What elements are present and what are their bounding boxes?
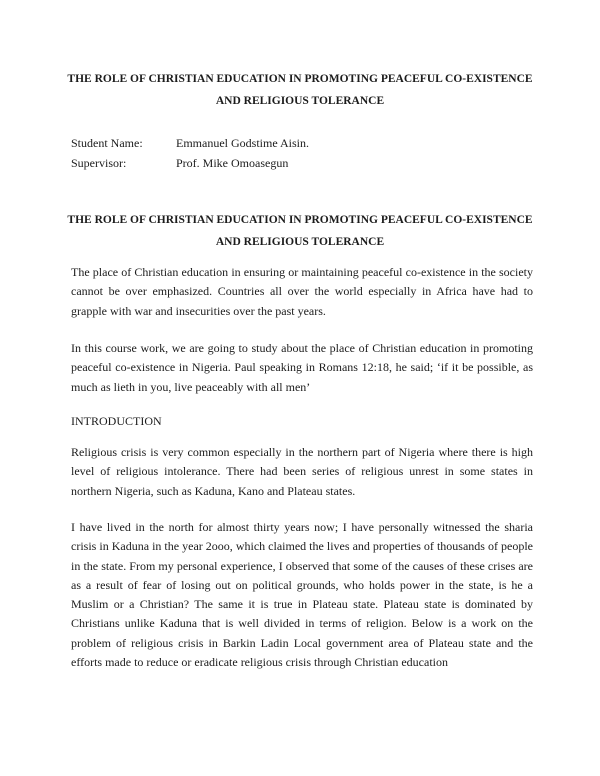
introduction-heading: INTRODUCTION: [71, 414, 162, 428]
student-name-row: [71, 135, 309, 151]
student-name-value: Emmanuel Godstime Aisin.: [176, 136, 309, 150]
supervisor-row: [71, 155, 288, 171]
supervisor-value: Prof. Mike Omoasegun: [176, 156, 289, 170]
supervisor-label: Supervisor:: [71, 156, 127, 170]
body-paragraph: The place of Christian education in ensuring or maintaining peaceful co-existence in the society cannot be over emphasized. Countries all over the world especially in Africa have had to grapple with war and insecurities over the past years.: [71, 265, 533, 318]
intro-paragraph: Religious crisis is very common especially in the northern part of Nigeria where there is high level of religious intolerance. There had been series of religious unrest in some states in northern Nigeria, such as Kaduna, Kano and Plateau states.: [71, 445, 533, 498]
body-paragraph: In this course work, we are going to study about the place of Christian education in promoting peaceful co-existence in Nigeria. Paul speaking in Romans 12:18, he said; ‘if it be possible, as much as lieth in you, live peaceably with all men’: [71, 341, 533, 394]
section-title: THE ROLE OF CHRISTIAN EDUCATION IN PROMOTING PEACEFUL CO-EXISTENCE AND RELIGIOUS TOLERANCE: [67, 214, 533, 248]
intro-paragraph: I have lived in the north for almost thirty years now; I have personally witnessed the sharia crisis in Kaduna in the year 2ooo, which claimed the lives and properties of thousands of people in the state. From my personal experience, I observed that some of the causes of these crises are as a result of fear of losing out on political grounds, who holds power in the state, is he a Muslim or a Christian? The same it is true in Plateau state. Plateau state is dominated by Christians unlike Kaduna that is well divided in terms of religion. Below is a work on the problem of religious crisis in Barkin Ladin Local government area of Plateau state and the efforts made to reduce or eradicate religious crisis through Christian education: [71, 520, 533, 670]
document-title: THE ROLE OF CHRISTIAN EDUCATION IN PROMOTING PEACEFUL CO-EXISTENCE AND RELIGIOUS TOLERANCE: [67, 73, 533, 107]
student-name-label: Student Name:: [71, 136, 143, 150]
